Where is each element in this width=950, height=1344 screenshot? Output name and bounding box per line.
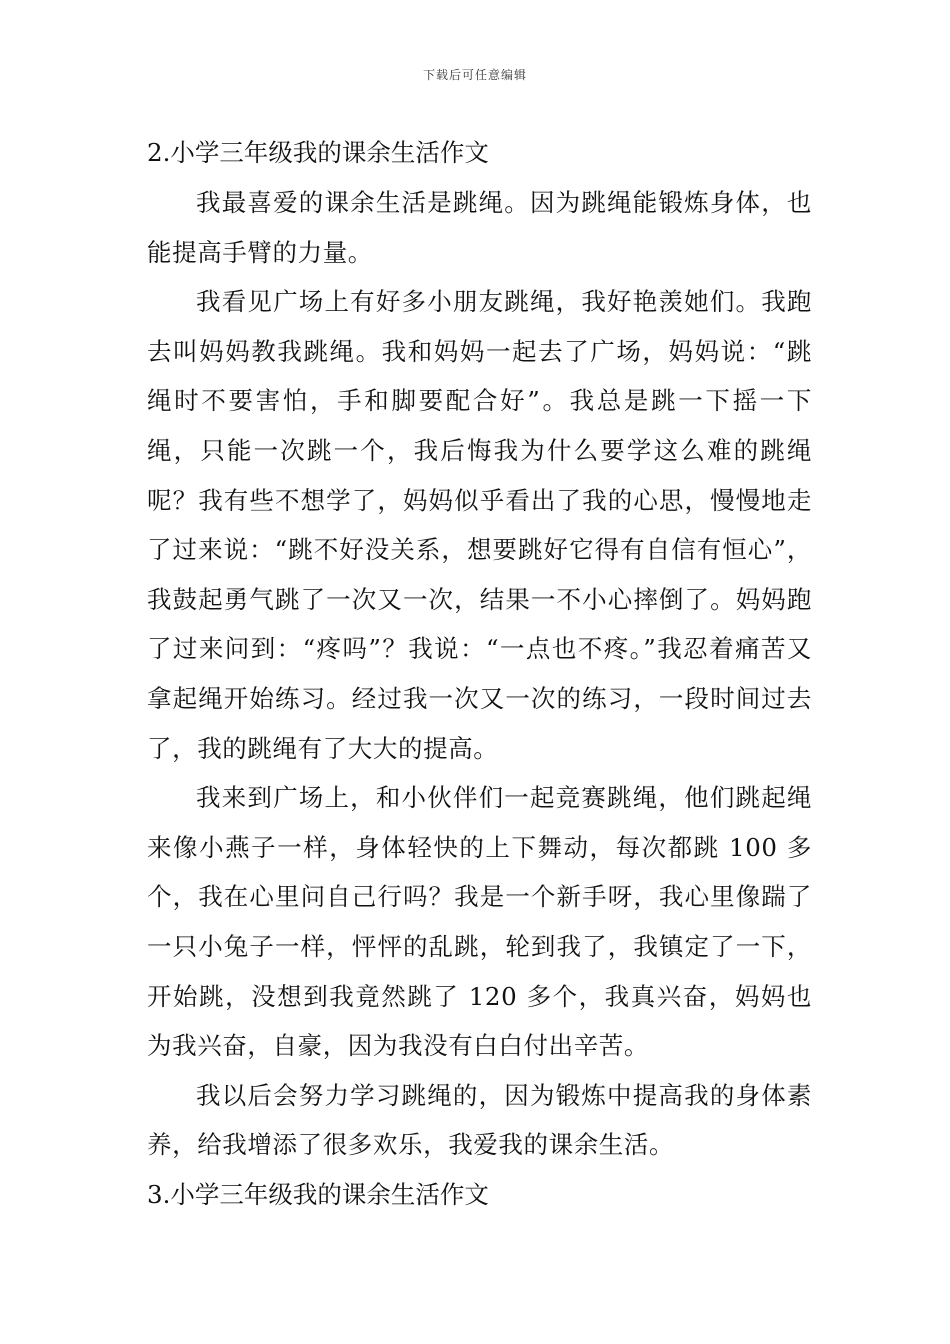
header-note: 下载后可任意编辑 xyxy=(422,68,527,82)
paragraph-1: 我最喜爱的课余生活是跳绳。因为跳绳能锻炼身体，也能提高手臂的力量。 xyxy=(147,188,812,267)
paragraph-3: 我来到广场上，和小伙伴们一起竞赛跳绳，他们跳起绳来像小燕子一样，身体轻快的上下舞动，每次都跳 100 多个，我在心里问自己行吗？我是一个新手呀，我心里像踹了一只小兔子一样，怦怦的乱跳，轮到我了，我镇定了一下，开始跳，没想到我竟然跳了 120 多个，我真兴奋，妈妈也为我兴奋，自豪，因为我没有白白付出辛苦。 xyxy=(147,783,812,1061)
paragraph-4: 我以后会努力学习跳绳的，因为锻炼中提高我的身体素养，给我增添了很多欢乐，我爱我的课余生活。 xyxy=(147,1080,812,1160)
section-title-2: 2.小学三年级我的课余生活作文 xyxy=(147,138,489,167)
section-title-3: 3.小学三年级我的课余生活作文 xyxy=(147,1179,489,1209)
paragraph-2: 我看见广场上有好多小朋友跳绳，我好艳羡她们。我跑去叫妈妈教我跳绳。我和妈妈一起去了广场，妈妈说：“跳绳时不要害怕，手和脚要配合好”。我总是跳一下摇一下绳，只能一次跳一个，我后悔我为什么要学这么难的跳绳呢？我有些不想学了，妈妈似乎看出了我的心思，慢慢地走了过来说：“跳不好没关系，想要跳好它得有自信有恒心”，我鼓起勇气跳了一次又一次，结果一不小心摔倒了。妈妈跑了过来问到：“疼吗”？我说：“一点也不疼。”我忍着痛苦又拿起绳开始练习。经过我一次又一次的练习，一段时间过去了，我的跳绳有了大大的提高。 xyxy=(147,287,812,763)
article-body xyxy=(147,128,812,1220)
